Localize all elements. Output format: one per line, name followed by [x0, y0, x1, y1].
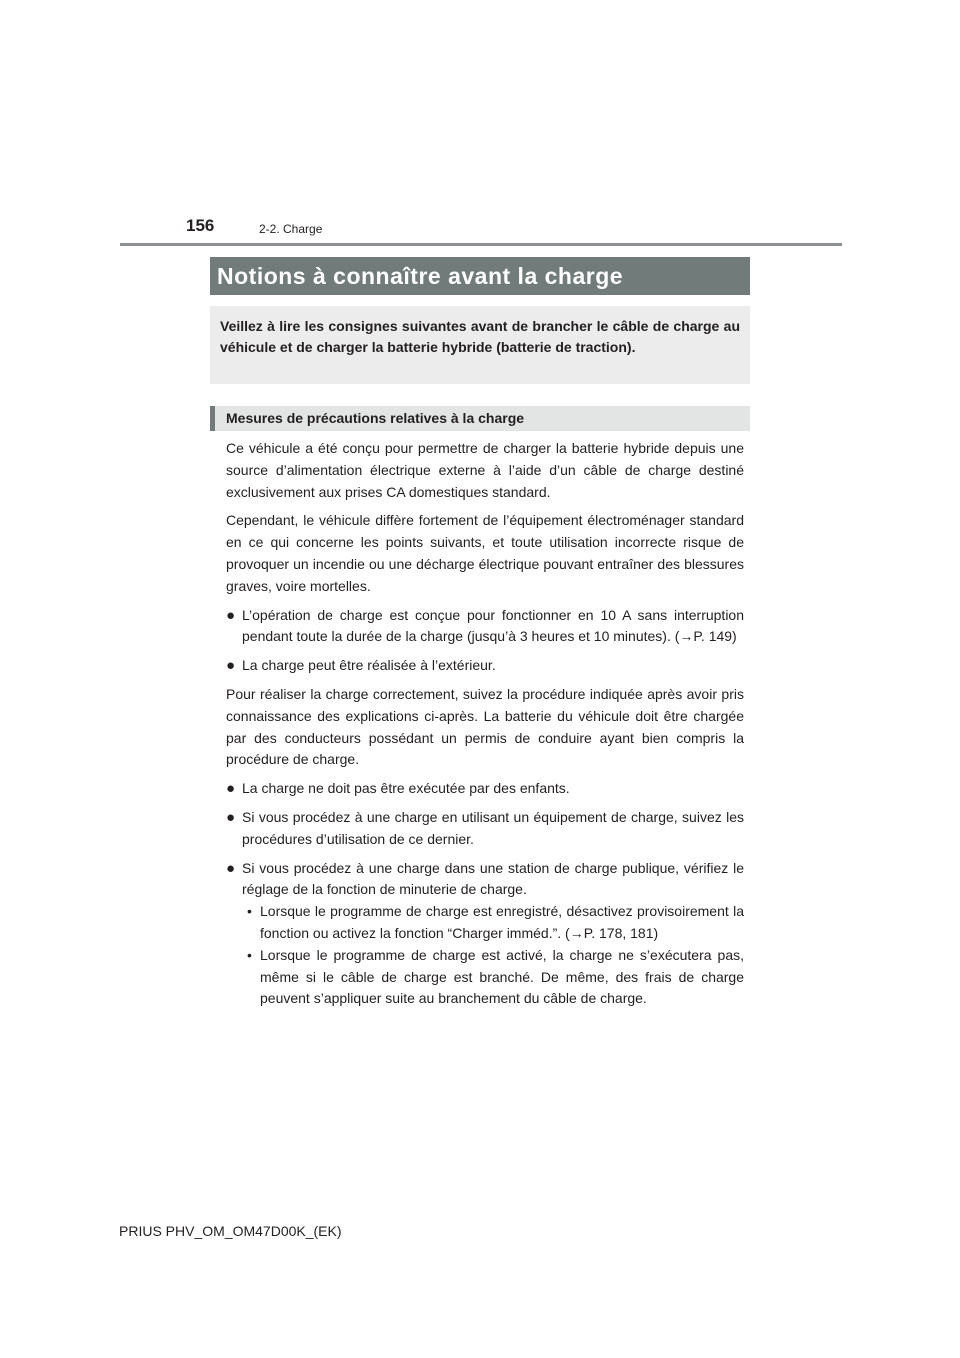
list-item-text: La charge ne doit pas être exécutée par des enfants.	[242, 780, 570, 797]
list-item-text: Si vous procédez à une charge en utilisant un équipement de charge, suivez les procédures d’utilisation de ce dernier.	[242, 808, 744, 847]
sub-list-item-text: Lorsque le programme de charge est activé, la charge ne s’exécutera pas, même si le câble de charge est branché. De même, des frais de charge peuvent s’appliquer suite au branchement du câble de charge.	[260, 946, 744, 1007]
list-item-text: L’opération de charge est conçue pour fonctionner en 10 A sans interruption pendant toute la durée de la charge (jusqu’à 3 heures et 10 minutes). (→P. 149)	[242, 606, 744, 645]
sub-list-item-text: Lorsque le programme de charge est enregistré, désactivez provisoirement la fonction ou activez la fonction “Charger imméd.”. (→P. 178, 181)	[260, 903, 744, 941]
bullet-icon: ●	[226, 859, 236, 877]
list-item	[226, 858, 744, 902]
list-item-text: Si vous procédez à une charge dans une station de charge publique, vérifiez le réglage de la fonction de minuterie de charge.	[242, 859, 744, 898]
subsection-header: Mesures de précautions relatives à la charge	[210, 406, 750, 431]
intro-box	[210, 306, 750, 384]
paragraph: Cependant, le véhicule diffère fortement de l’équipement électroménager standard en ce qui concerne les points suivants, et toute utilisation incorrecte risque de provoquer un incendie ou une décharge électrique pouvant entraîner des blessures graves, voire mortelles.	[226, 512, 744, 594]
bullet-icon: ●	[226, 780, 236, 798]
list-item	[226, 605, 744, 649]
list-item	[226, 655, 744, 677]
header-divider	[120, 243, 842, 246]
paragraph: Ce véhicule a été conçu pour permettre de charger la batterie hybride depuis une source d’alimentation électrique externe à l’aide d’un câble de charge destiné exclusivement aux prises CA domestiques standard.	[226, 440, 744, 500]
subsection-body	[226, 438, 744, 1010]
paragraph: Pour réaliser la charge correctement, suivez la procédure indiquée après avoir pris connaissance des explications ci-après. La batterie du véhicule doit être chargée par des conducteurs possédant un permis de conduire ayant bien compris la procédure de charge.	[226, 685, 744, 768]
section-breadcrumb: 2-2. Charge	[259, 222, 323, 236]
list-item	[226, 778, 744, 800]
sub-list-item	[226, 945, 744, 1010]
sub-list-item	[226, 901, 744, 945]
intro-text: Veillez à lire les consignes suivantes avant de brancher le câble de charge au véhicule et de charger la batterie hybride (batterie de traction).	[220, 318, 740, 355]
bullet-icon: ●	[226, 657, 236, 675]
sub-bullet-icon: •	[247, 946, 252, 963]
bullet-icon: ●	[226, 808, 236, 826]
list-item-text: La charge peut être réalisée à l’extérieur.	[242, 657, 496, 674]
sub-bullet-icon: •	[247, 903, 252, 920]
page-title: Notions à connaître avant la charge	[210, 257, 750, 295]
page-number: 156	[186, 216, 215, 235]
document-footer: PRIUS PHV_OM_OM47D00K_(EK)	[119, 1223, 342, 1239]
list-item	[226, 807, 744, 851]
bullet-icon: ●	[226, 606, 236, 624]
